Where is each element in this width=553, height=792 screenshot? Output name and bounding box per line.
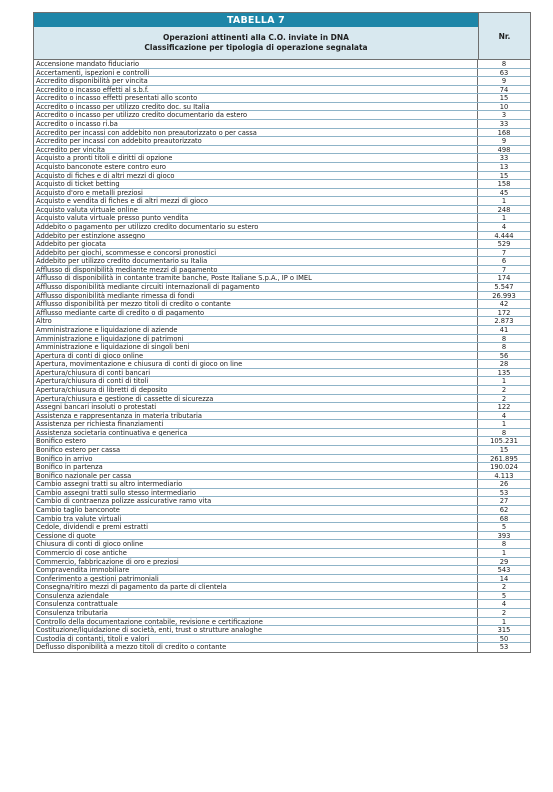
operation-type-label: Cambio taglio banconote	[34, 506, 478, 514]
operation-count: 8	[501, 334, 507, 343]
table-row	[34, 626, 530, 635]
operation-type-label: Controllo della documentazione contabile, revisione e certificazione	[34, 618, 478, 626]
operation-type-label: Acquisto valuta virtuale online	[34, 206, 478, 214]
operation-type-label: Addebito per utilizzo credito documentario su Italia	[34, 257, 478, 265]
table-row	[34, 455, 530, 464]
operation-type-label: Apertura/chiusura di libretti di deposito	[34, 386, 478, 394]
operation-count: 2	[501, 583, 507, 592]
operation-count: 158	[497, 180, 511, 189]
operation-count: 56	[499, 351, 509, 360]
operation-type-label: Accredito per incassi con addebito non preautorizzato o per cassa	[34, 129, 478, 137]
value-column-header: Nr.	[479, 13, 530, 59]
table-row	[34, 360, 530, 369]
table-row	[34, 540, 530, 549]
operation-count: 498	[497, 145, 511, 154]
operation-type-label: Bonifico estero	[34, 437, 478, 445]
operation-count: 122	[497, 403, 511, 412]
table-row	[34, 292, 530, 301]
operation-count: 9	[501, 137, 507, 146]
operation-type-label: Apertura di conti di gioco online	[34, 352, 478, 360]
operation-count: 8	[501, 343, 507, 352]
table-subtitle-line-1: Operazioni attinenti alla C.O. inviate in DNA	[163, 33, 349, 42]
table-row	[34, 283, 530, 292]
operation-type-label: Addebito per estinzione assegno	[34, 232, 478, 240]
operation-type-label: Apertura, movimentazione e chiusura di conti di gioco on line	[34, 360, 478, 368]
operation-type-label: Addebito per giochi, scommesse e concorsi pronostici	[34, 249, 478, 257]
operation-count: 5	[501, 591, 507, 600]
operation-type-label: Accensione mandato fiduciario	[34, 60, 478, 68]
operation-count: 26	[499, 480, 509, 489]
operation-count: 29	[499, 557, 509, 566]
operation-count: 1	[501, 617, 507, 626]
operation-count: 50	[499, 634, 509, 643]
table-row	[34, 506, 530, 515]
operation-type-label: Acquisto di fiches e di altri mezzi di gioco	[34, 172, 478, 180]
table-row	[34, 489, 530, 498]
operation-type-label: Costituzione/liquidazione di società, enti, trust o strutture analoghe	[34, 626, 478, 634]
operation-type-label: Afflusso disponibilità per mezzo titoli di credito o contante	[34, 300, 478, 308]
operation-type-label: Consulenza aziendale	[34, 592, 478, 600]
operation-type-label: Cambio di contraenza polizze assicurative ramo vita	[34, 497, 478, 505]
operation-type-label: Afflusso disponibilità mediante circuiti internazionali di pagamento	[34, 283, 478, 291]
operation-count: 26.993	[492, 291, 516, 300]
operation-type-label: Acquisto d'oro e metalli preziosi	[34, 189, 478, 197]
table-row	[34, 472, 530, 481]
operation-count: 190.024	[490, 463, 518, 472]
table-row	[34, 163, 530, 172]
table-row	[34, 189, 530, 198]
operation-type-label: Acquisto a pronti titoli e diritti di opzione	[34, 154, 478, 162]
operation-type-label: Cedole, dividendi e premi estratti	[34, 523, 478, 531]
operation-count: 2	[501, 385, 507, 394]
table-row	[34, 326, 530, 335]
operation-count: 105.231	[490, 437, 518, 446]
table-row	[34, 129, 530, 138]
operation-type-label: Apertura/chiusura e gestione di cassette di sicurezza	[34, 395, 478, 403]
table-row	[34, 532, 530, 541]
operation-count: 543	[497, 566, 511, 575]
table-row	[34, 549, 530, 558]
table-row	[34, 137, 530, 146]
table-row	[34, 463, 530, 472]
table-subtitle	[34, 27, 478, 59]
operation-type-label: Chiusura di conti di gioco online	[34, 540, 478, 548]
table-row	[34, 497, 530, 506]
operation-count: 27	[499, 497, 509, 506]
table-header	[33, 12, 531, 60]
operation-count: 68	[499, 514, 509, 523]
table-row	[34, 146, 530, 155]
table-row	[34, 618, 530, 627]
table-row	[34, 403, 530, 412]
table-row	[34, 240, 530, 249]
operation-type-label: Conferimento a gestioni patrimoniali	[34, 575, 478, 583]
operation-count: 28	[499, 360, 509, 369]
operation-count: 174	[497, 274, 511, 283]
operation-count: 6	[501, 257, 507, 266]
operation-type-label: Apertura/chiusura di conti di titoli	[34, 377, 478, 385]
table-row	[34, 515, 530, 524]
operation-type-label: Cessione di quote	[34, 532, 478, 540]
operation-count: 45	[499, 188, 509, 197]
table-row	[34, 257, 530, 266]
table-row	[34, 609, 530, 618]
operation-count: 41	[499, 325, 509, 334]
table-subtitle-line-2: Classificazione per tipologia di operazione segnalata	[144, 43, 368, 52]
operation-count: 33	[499, 120, 509, 129]
operation-count: 261.895	[490, 454, 518, 463]
operation-count: 53	[499, 488, 509, 497]
operation-count: 2	[501, 609, 507, 617]
table-row	[34, 206, 530, 215]
table-7	[33, 12, 531, 653]
table-row	[34, 377, 530, 386]
table-row	[34, 600, 530, 609]
operation-type-label: Assistenza per richiesta finanziamenti	[34, 420, 478, 428]
operation-type-label: Addebito per giocata	[34, 240, 478, 248]
table-row	[34, 274, 530, 283]
operation-count: 5.547	[494, 283, 514, 292]
table-row	[34, 86, 530, 95]
operation-count: 5	[501, 523, 507, 532]
operation-type-label: Afflusso di disponibilità mediante mezzi di pagamento	[34, 266, 478, 274]
operation-type-label: Consulenza contrattuale	[34, 600, 478, 608]
table-row	[34, 223, 530, 232]
table-row	[34, 558, 530, 567]
operation-type-label: Altro	[34, 317, 478, 325]
operation-type-label: Acquisto banconote estere contro euro	[34, 163, 478, 171]
operation-type-label: Accredito per incassi con addebito preautorizzato	[34, 137, 478, 145]
table-row	[34, 180, 530, 189]
table-row	[34, 429, 530, 438]
table-row	[34, 300, 530, 309]
table-row	[34, 309, 530, 318]
operation-type-label: Commercio, fabbricazione di oro e preziosi	[34, 558, 478, 566]
table-row	[34, 437, 530, 446]
table-row	[34, 523, 530, 532]
operation-type-label: Deflusso disponibilità a mezzo titoli di credito o contante	[34, 643, 478, 652]
operation-type-label: Addebito o pagamento per utilizzo credito documentario su estero	[34, 223, 478, 231]
table-row	[34, 446, 530, 455]
operation-count: 15	[499, 94, 509, 103]
table-row	[34, 69, 530, 78]
table-row	[34, 103, 530, 112]
operation-count: 13	[499, 162, 509, 171]
operation-count: 33	[499, 154, 509, 163]
operation-type-label: Compravendita immobiliare	[34, 566, 478, 574]
operation-type-label: Bonifico nazionale per cassa	[34, 472, 478, 480]
operation-count: 74	[499, 85, 509, 94]
table-row	[34, 386, 530, 395]
operation-count: 3	[501, 111, 507, 120]
operation-type-label: Accredito o incasso ri.ba	[34, 120, 478, 128]
table-row	[34, 317, 530, 326]
operation-count: 529	[497, 240, 511, 249]
operation-type-label: Commercio di cose antiche	[34, 549, 478, 557]
operation-count: 172	[497, 308, 511, 317]
operation-count: 2	[501, 394, 507, 403]
operation-count: 4.113	[494, 471, 514, 480]
table-row	[34, 266, 530, 275]
operation-count: 4	[501, 222, 507, 231]
table-row	[34, 120, 530, 129]
table-row	[34, 352, 530, 361]
operation-count: 168	[497, 128, 511, 137]
operation-count: 15	[499, 171, 509, 180]
operation-type-label: Assegni bancari insoluti o protestati	[34, 403, 478, 411]
table-row	[34, 232, 530, 241]
table-row	[34, 412, 530, 421]
table-row	[34, 154, 530, 163]
table-row	[34, 566, 530, 575]
operation-type-label: Consulenza tributaria	[34, 609, 478, 617]
table-row	[34, 197, 530, 206]
operation-count: 4.444	[494, 231, 514, 240]
table-row	[34, 575, 530, 584]
table-row	[34, 395, 530, 404]
operation-type-label: Amministrazione e liquidazione di aziende	[34, 326, 478, 334]
table-row	[34, 480, 530, 489]
operation-type-label: Accredito o incasso per utilizzo credito documentario da estero	[34, 111, 478, 119]
table-header-left	[34, 13, 479, 59]
operation-count: 1	[501, 197, 507, 206]
operation-type-label: Accredito o incasso effetti al s.b.f.	[34, 86, 478, 94]
operation-count: 10	[499, 102, 509, 111]
table-row	[34, 111, 530, 120]
operation-type-label: Cambio tra valute virtuali	[34, 515, 478, 523]
table-row	[34, 343, 530, 352]
operation-type-label: Custodia di contanti, titoli e valori	[34, 635, 478, 643]
table-row	[34, 592, 530, 601]
operation-type-label: Amministrazione e liquidazione di patrimoni	[34, 335, 478, 343]
operation-count: 15	[499, 446, 509, 455]
operation-type-label: Apertura/chiusura di conti bancari	[34, 369, 478, 377]
operation-type-label: Accredito o incasso per utilizzo credito doc. su Italia	[34, 103, 478, 111]
operation-count: 42	[499, 300, 509, 309]
table-row	[34, 643, 530, 652]
table-row	[34, 172, 530, 181]
table-row	[34, 369, 530, 378]
table-row	[34, 60, 530, 69]
table-row	[34, 635, 530, 644]
operation-count: 9	[501, 77, 507, 86]
table-row	[34, 214, 530, 223]
operation-count: 53	[499, 643, 509, 652]
operation-count: 393	[497, 531, 511, 540]
operation-type-label: Acquisto di ticket betting	[34, 180, 478, 188]
operation-count: 1	[501, 548, 507, 557]
operation-type-label: Acquisto e vendita di fiches e di altri mezzi di gioco	[34, 197, 478, 205]
operation-count: 14	[499, 574, 509, 583]
operation-count: 8	[501, 428, 507, 437]
operation-count: 135	[497, 368, 511, 377]
operation-count: 248	[497, 205, 511, 214]
operation-count: 4	[501, 411, 507, 420]
table-title: TABELLA 7	[34, 13, 478, 27]
table-row	[34, 335, 530, 344]
operation-count: 315	[497, 626, 511, 635]
table-row	[34, 583, 530, 592]
operation-type-label: Accredito o incasso effetti presentati allo sconto	[34, 94, 478, 102]
operation-type-label: Acquisto valuta virtuale presso punto vendita	[34, 214, 478, 222]
operation-count: 8	[501, 60, 507, 68]
operation-type-label: Bonifico in partenza	[34, 463, 478, 471]
operation-count: 7	[501, 248, 507, 257]
operation-type-label: Assistenza e rappresentanza in materia tributaria	[34, 412, 478, 420]
operation-type-label: Accertamenti, ispezioni e controlli	[34, 69, 478, 77]
table-row	[34, 249, 530, 258]
operation-count: 62	[499, 506, 509, 515]
table-row	[34, 420, 530, 429]
operation-type-label: Bonifico estero per cassa	[34, 446, 478, 454]
operation-type-label: Consegna/ritiro mezzi di pagamento da parte di clientela	[34, 583, 478, 591]
operation-type-label: Afflusso disponibilità mediante rimessa di fondi	[34, 292, 478, 300]
operation-count: 8	[501, 540, 507, 549]
operation-count: 7	[501, 265, 507, 274]
operation-type-label: Amministrazione e liquidazione di singoli beni	[34, 343, 478, 351]
operation-count: 2.873	[494, 317, 514, 326]
operation-count: 4	[501, 600, 507, 609]
table-body	[33, 60, 531, 653]
table-row	[34, 77, 530, 86]
operation-type-label: Afflusso di disponibilità in contante tramite banche, Poste Italiane S.p.A., IP o IMEL	[34, 274, 478, 282]
operation-type-label: Afflusso mediante carte di credito o di pagamento	[34, 309, 478, 317]
operation-count: 1	[501, 420, 507, 429]
operation-count: 1	[501, 377, 507, 386]
operation-count: 63	[499, 68, 509, 77]
operation-type-label: Cambio assegni tratti sullo stesso intermediario	[34, 489, 478, 497]
operation-count: 1	[501, 214, 507, 223]
operation-type-label: Accredito disponibilità per vincita	[34, 77, 478, 85]
operation-type-label: Cambio assegni tratti su altro intermediario	[34, 480, 478, 488]
operation-type-label: Assistenza societaria continuativa e generica	[34, 429, 478, 437]
operation-type-label: Bonifico in arrivo	[34, 455, 478, 463]
operation-type-label: Accredito per vincita	[34, 146, 478, 154]
table-row	[34, 94, 530, 103]
